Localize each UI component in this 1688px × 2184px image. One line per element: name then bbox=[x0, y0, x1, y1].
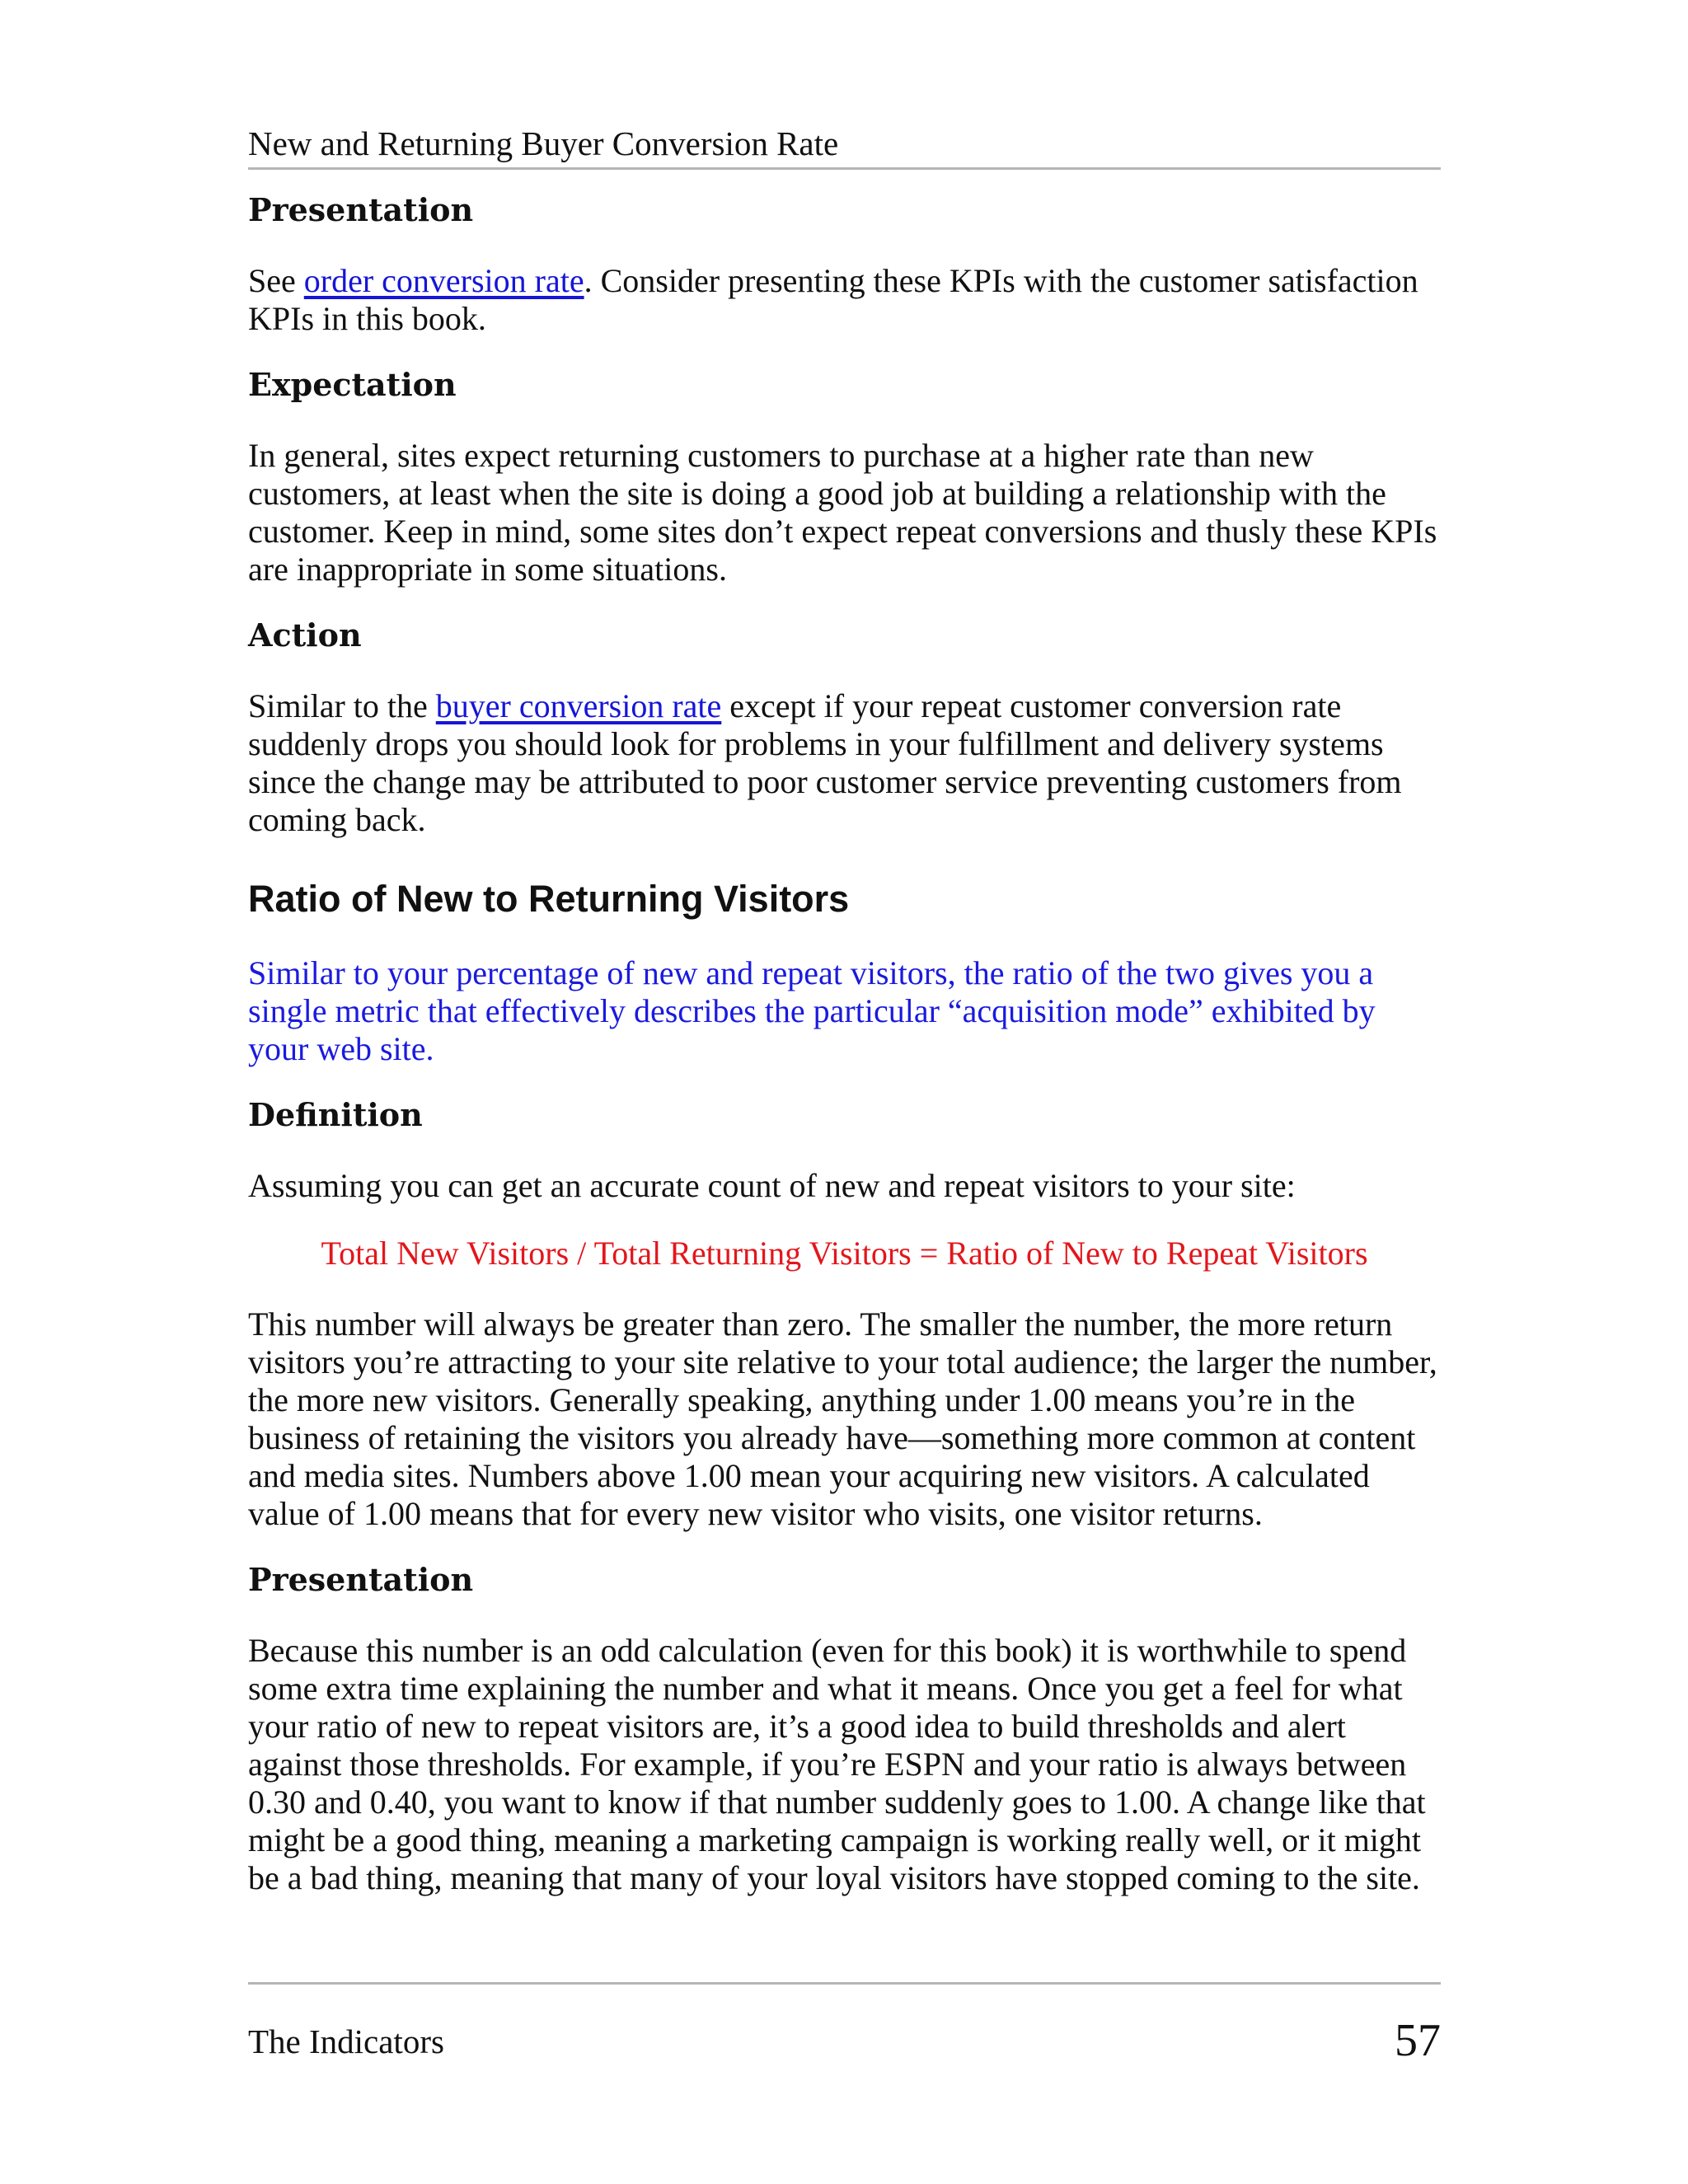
running-header: New and Returning Buyer Conversion Rate bbox=[248, 124, 1441, 170]
document-page bbox=[248, 124, 1441, 2151]
definition-intro: Assuming you can get an accurate count of new and repeat visitors to your site: bbox=[248, 1167, 1296, 1205]
expectation-paragraph: In general, sites expect returning customers to purchase at a higher rate than new customers, at least when the site is doing a good job at building a relationship with the customer. Keep in mind, some sites don’t expect repeat conversions and thusly these KPIs are inappropriate in some situations. bbox=[248, 437, 1437, 588]
presentation-text-after-link: . Consider presenting these KPIs with the customer satisfaction KPIs in this book. bbox=[248, 262, 1418, 338]
ratio-formula: Total New Visitors / Total Returning Visitors = Ratio of New to Repeat Visitors bbox=[321, 1235, 1368, 1272]
order-conversion-rate-link[interactable]: order conversion rate bbox=[303, 262, 584, 300]
section-summary: Similar to your percentage of new and repeat visitors, the ratio of the two gives you a single metric that effectively describes the particular “acquisition mode” exhibited by your web site. bbox=[248, 954, 1376, 1068]
action-text-before-link: Similar to the bbox=[248, 687, 436, 725]
definition-paragraph: This number will always be greater than zero. The smaller the number, the more return visitors you’re attracting to your site relative to your total audience; the larger the number, the more new visitors. Generally speaking, anything under 1.00 means you’re in the business of retaining the visitors you already have—something more common at content and media sites. Numbers above 1.00 mean your acquiring new visitors. A calculated value of 1.00 means that for every new visitor who visits, one visitor returns. bbox=[248, 1305, 1437, 1533]
footer-rule bbox=[248, 1982, 1441, 1985]
page-content bbox=[248, 191, 1441, 1897]
action-heading: Action bbox=[248, 616, 362, 654]
footer-chapter-title: The Indicators bbox=[248, 2022, 444, 2060]
buyer-conversion-rate-link[interactable]: buyer conversion rate bbox=[435, 687, 722, 725]
definition-heading: Definition bbox=[248, 1096, 423, 1134]
presentation-paragraph-2: Because this number is an odd calculation (even for this book) it is worthwhile to spend some extra time explaining the number and what it means. Once you get a feel for what your ratio of new to repeat visitors are, it’s a good idea to build thresholds and alert against those thresholds. For example, if you’re ESPN and your ratio is always between 0.30 and 0.40, you want to know if that number suddenly goes to 1.00. A change like that might be a good thing, meaning a marketing campaign is working really well, or it might be a bad thing, meaning that many of your loyal visitors have stopped coming to the site. bbox=[248, 1632, 1426, 1897]
presentation-text-before-link: See bbox=[248, 262, 304, 300]
expectation-heading: Expectation bbox=[248, 366, 457, 404]
presentation-paragraph bbox=[248, 262, 1441, 338]
action-paragraph bbox=[248, 687, 1441, 839]
section-title: Ratio of New to Returning Visitors bbox=[248, 878, 850, 921]
presentation-heading: Presentation bbox=[248, 191, 474, 229]
presentation-heading-2: Presentation bbox=[248, 1561, 474, 1599]
action-text-after-link: except if your repeat customer conversion rate suddenly drops you should look for problems in your fulfillment and delivery systems since the change may be attributed to poor customer service preventing customers from coming back. bbox=[248, 687, 1402, 839]
page-number: 57 bbox=[1395, 2015, 1441, 2066]
